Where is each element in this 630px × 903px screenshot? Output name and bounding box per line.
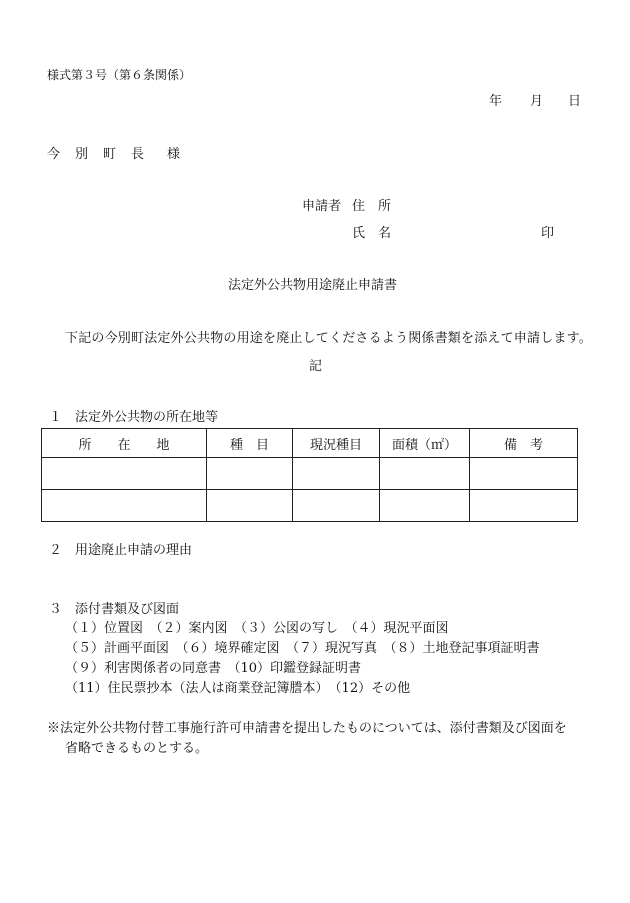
section1-heading: １ 法定外公共物の所在地等 [49,410,219,425]
cell-remarks[interactable] [470,458,578,490]
cell-area[interactable] [380,490,470,522]
header-location: 所 在 地 [42,429,207,458]
table-row [42,458,578,490]
intro-text: 下記の今別町法定外公共物の用途を廃止してくださるよう関係書類を添えて申請します。 [65,331,592,346]
attachment-line: （９）利害関係者の同意書 （10）印鑑登録証明書 [65,661,362,676]
location-table [41,428,578,522]
table-header-row [42,429,578,458]
cell-type[interactable] [207,490,293,522]
date-month-label: 月 [530,94,544,109]
addressee-name: 今 別 町 長 [47,147,146,162]
note-line-2: 省略できるものとする。 [65,741,209,756]
addressee-honorific: 様 [167,147,181,162]
note-line-1: ※法定外公共物付替工事施行許可申請書を提出したものについては、添付書類及び図面を [47,721,567,736]
attachment-line: （１）位置図 （２）案内図 （３）公図の写し （４）現況平面図 [65,621,449,636]
header-type: 種 目 [207,429,293,458]
header-remarks: 備 考 [470,429,578,458]
date-year-label: 年 [489,94,503,109]
form-number: 様式第３号（第６条関係） [47,68,192,82]
attachment-line: （11）住民票抄本（法人は商業登記簿謄本） （12）その他 [65,681,411,696]
name-label: 氏 名 [352,226,392,241]
cell-current-type[interactable] [293,490,380,522]
document-title: 法定外公共物用途廃止申請書 [228,278,398,293]
seal-mark: 印 [541,226,555,241]
cell-location[interactable] [42,490,207,522]
cell-type[interactable] [207,458,293,490]
cell-remarks[interactable] [470,490,578,522]
cell-current-type[interactable] [293,458,380,490]
date-day-label: 日 [568,94,582,109]
section3-heading: ３ 添付書類及び図面 [49,602,180,617]
attachment-line: （５）計画平面図 （６）境界確定図 （７）現況写真 （８）土地登記事項証明書 [65,641,540,656]
cell-area[interactable] [380,458,470,490]
table-row [42,490,578,522]
applicant-label: 申請者 [302,199,342,214]
cell-location[interactable] [42,458,207,490]
header-area: 面積（㎡） [380,429,470,458]
address-label: 住 所 [352,199,392,214]
ki-label: 記 [309,359,323,374]
header-current-type: 現況種目 [293,429,380,458]
section2-heading: ２ 用途廃止申請の理由 [49,543,193,558]
